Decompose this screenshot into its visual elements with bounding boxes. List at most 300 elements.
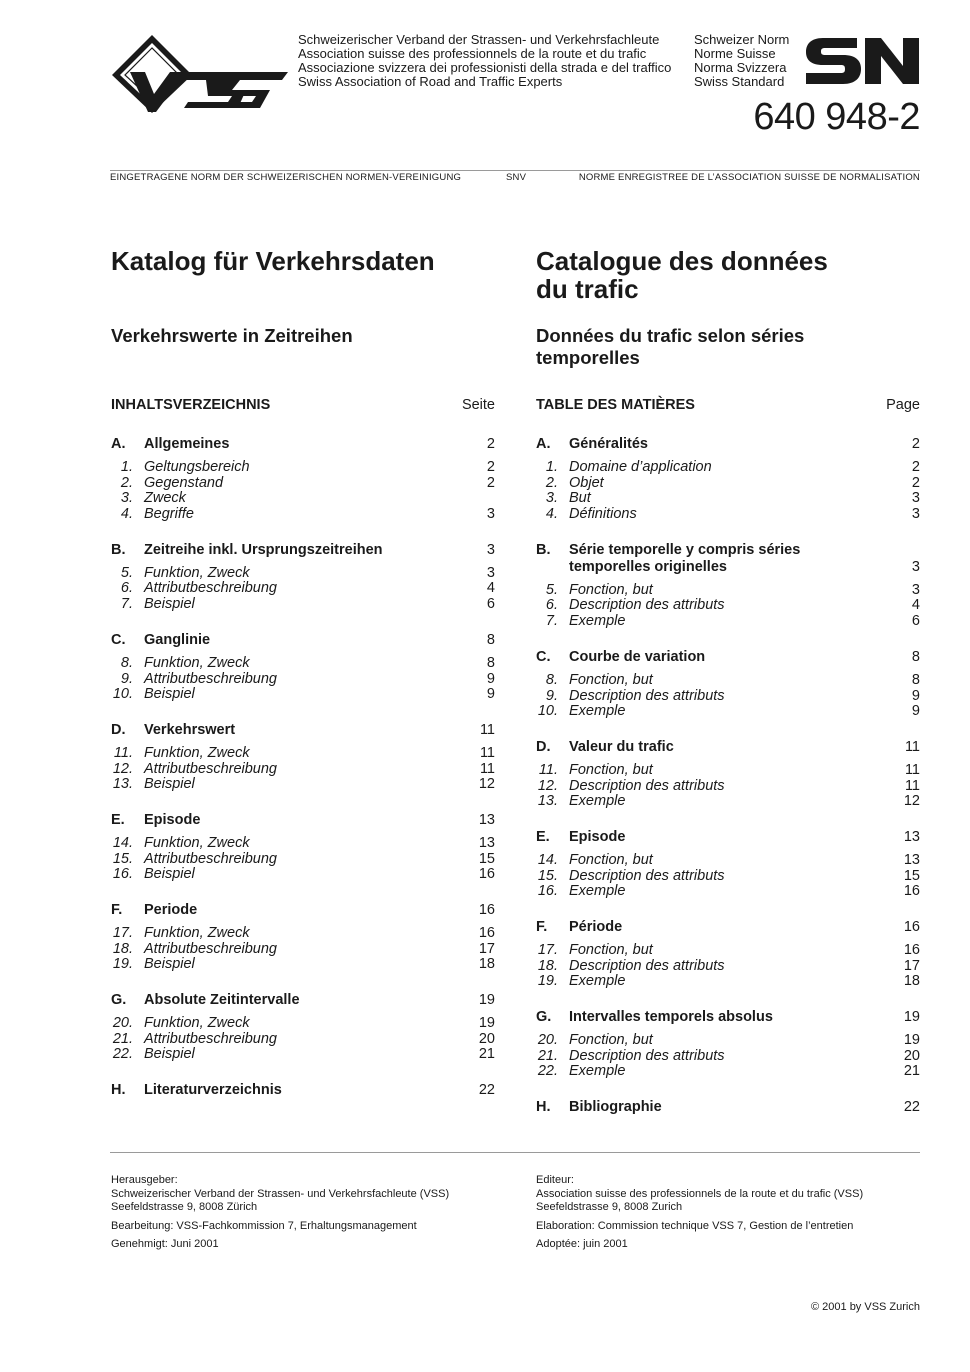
toc-item-page: 4 bbox=[486, 580, 495, 597]
footer-de bbox=[111, 1174, 501, 1252]
toc-item-page: 6 bbox=[486, 596, 495, 613]
toc-item-label: Description des attributs bbox=[569, 957, 725, 974]
toc-item-page: 2 bbox=[486, 474, 495, 491]
toc-item-page: 9 bbox=[911, 703, 920, 720]
toc-section-heading bbox=[111, 812, 495, 829]
toc-section-title: Periode bbox=[144, 902, 198, 918]
toc-item-page: 15 bbox=[478, 850, 495, 867]
toc-item bbox=[536, 779, 920, 795]
toc-item bbox=[111, 656, 495, 672]
toc-heading-label: TABLE DES MATIÈRES bbox=[536, 397, 695, 413]
toc-item-label: Exemple bbox=[569, 793, 626, 810]
toc-item-label: Exemple bbox=[569, 1063, 626, 1080]
toc-item-number: 10. bbox=[537, 703, 558, 720]
toc-heading-label: INHALTSVERZEICHNIS bbox=[111, 397, 271, 413]
toc-section-title: Courbe de variation bbox=[569, 648, 706, 665]
toc-item bbox=[536, 1064, 920, 1080]
toc-section-page: 2 bbox=[911, 436, 920, 452]
toc-item bbox=[536, 491, 920, 507]
toc-item-label: Fonction, but bbox=[569, 942, 653, 958]
toc-item bbox=[111, 1016, 495, 1032]
toc-section-heading bbox=[536, 919, 920, 936]
toc-item bbox=[111, 957, 495, 973]
toc-item-number: 22. bbox=[537, 1063, 558, 1080]
toc-item-number: 11. bbox=[538, 761, 558, 778]
toc-section-page: 16 bbox=[903, 919, 920, 935]
toc-item bbox=[536, 794, 920, 810]
toc-section-letter: C. bbox=[111, 631, 126, 648]
toc-item-number: 16. bbox=[112, 866, 133, 883]
toc-item-number: 4. bbox=[545, 506, 558, 523]
norm-line-fr: Norme Suisse bbox=[694, 46, 776, 61]
toc-sections-fr bbox=[536, 436, 920, 1116]
header-divider bbox=[110, 170, 920, 171]
toc-section-letter: H. bbox=[536, 1099, 551, 1116]
toc-item bbox=[111, 476, 495, 492]
toc-item-number: 15. bbox=[537, 867, 558, 884]
toc-item-label: Description des attributs bbox=[569, 687, 725, 704]
toc-section-heading bbox=[111, 632, 495, 649]
toc-item bbox=[111, 777, 495, 793]
toc-item bbox=[111, 566, 495, 582]
title-fr bbox=[536, 247, 916, 303]
association-line-de: Schweizerischer Verband der Strassen- und Verkehrsfachleute bbox=[298, 32, 660, 47]
toc-page-label: Page bbox=[886, 397, 920, 413]
toc-item-number: 14. bbox=[537, 851, 558, 868]
toc-item-number: 17. bbox=[112, 925, 133, 941]
toc-item-number: 8. bbox=[545, 671, 558, 688]
toc-item-label: Funktion, Zweck bbox=[144, 564, 250, 581]
toc-item-number: 18. bbox=[537, 957, 558, 974]
toc-item bbox=[536, 704, 920, 720]
vss-logo bbox=[110, 32, 290, 119]
toc-item-label: Exemple bbox=[569, 613, 626, 630]
toc-item-page: 19 bbox=[903, 1032, 920, 1049]
toc-section-page: 3 bbox=[486, 541, 495, 558]
toc-section-letter: A. bbox=[536, 436, 551, 452]
toc-section bbox=[111, 1082, 495, 1099]
toc-item-page: 12 bbox=[903, 793, 920, 810]
toc-item-number: 13. bbox=[112, 776, 133, 793]
toc-item bbox=[536, 869, 920, 885]
toc-item-number: 7. bbox=[120, 596, 133, 613]
toc-item-number: 22. bbox=[112, 1046, 133, 1063]
toc-item-page: 16 bbox=[903, 942, 920, 958]
toc-item-label: Fonction, but bbox=[569, 851, 653, 868]
toc-item bbox=[111, 1032, 495, 1048]
toc-item-label: Beispiel bbox=[144, 596, 195, 613]
toc-item bbox=[111, 581, 495, 597]
toc-item-number: 11. bbox=[113, 744, 133, 761]
toc-item-number: 6. bbox=[120, 580, 133, 597]
toc-fr bbox=[536, 397, 920, 1116]
toc-section-letter: A. bbox=[111, 436, 126, 452]
toc-section-letter: C. bbox=[536, 648, 551, 665]
toc-section bbox=[536, 739, 920, 810]
toc-item-label: Beispiel bbox=[144, 1046, 195, 1063]
toc-item bbox=[536, 583, 920, 599]
toc-section-page: 22 bbox=[903, 1099, 920, 1116]
toc-item-number: 9. bbox=[545, 687, 558, 704]
toc-item-number: 15. bbox=[112, 850, 133, 867]
toc-item-number: 21. bbox=[537, 1047, 558, 1064]
publisher-name: Association suisse des professionnels de la route et du trafic (VSS) bbox=[536, 1187, 864, 1200]
toc-item-page: 15 bbox=[903, 867, 920, 884]
toc-item bbox=[111, 597, 495, 613]
norm-designation bbox=[694, 33, 789, 89]
toc-item-page: 11 bbox=[479, 760, 495, 777]
toc-item bbox=[536, 507, 920, 523]
toc-item-number: 16. bbox=[537, 883, 558, 900]
toc-item-page: 12 bbox=[478, 776, 495, 793]
toc-item bbox=[536, 460, 920, 476]
toc-item-label: Définitions bbox=[569, 506, 637, 523]
toc-item-page: 3 bbox=[486, 506, 495, 523]
toc-section-page: 13 bbox=[903, 828, 920, 845]
toc-section-letter: D. bbox=[111, 721, 126, 738]
toc-item bbox=[111, 507, 495, 523]
toc-heading-fr bbox=[536, 397, 920, 417]
norm-line-en: Swiss Standard bbox=[694, 74, 785, 89]
toc-section-page: 16 bbox=[478, 902, 495, 918]
toc-item-page: 21 bbox=[903, 1063, 920, 1080]
editing-note: Elaboration: Commission technique VSS 7, Gestion de l’entretien bbox=[536, 1219, 854, 1232]
toc-section-page: 2 bbox=[486, 436, 495, 452]
registration-snv: SNV bbox=[506, 172, 527, 183]
toc-item bbox=[536, 598, 920, 614]
toc-item-label: Exemple bbox=[569, 703, 626, 720]
toc-item-page: 4 bbox=[911, 597, 920, 614]
toc-item-number: 4. bbox=[120, 506, 133, 523]
copyright: © 2001 by VSS Zurich bbox=[811, 1301, 920, 1313]
toc-item-label: Description des attributs bbox=[569, 867, 725, 884]
toc-section-title: Absolute Zeitintervalle bbox=[144, 992, 300, 1009]
toc-item-number: 21. bbox=[112, 1030, 133, 1047]
toc-item-number: 8. bbox=[120, 654, 133, 671]
toc-section-title: Série temporelle y compris séries temporelles originelles bbox=[569, 541, 801, 575]
toc-section bbox=[111, 902, 495, 973]
toc-item-label: Gegenstand bbox=[144, 474, 224, 491]
association-line-en: Swiss Association of Road and Traffic Experts bbox=[298, 74, 563, 89]
toc-item-page: 2 bbox=[911, 474, 920, 491]
toc-section-heading bbox=[536, 739, 920, 756]
registration-de: EINGETRAGENE NORM DER SCHWEIZERISCHEN NORMEN-VEREINIGUNG bbox=[110, 172, 462, 183]
toc-section bbox=[536, 649, 920, 720]
toc-item bbox=[111, 491, 495, 507]
toc-item-number: 2. bbox=[120, 474, 133, 491]
toc-item-label: Attributbeschreibung bbox=[144, 1030, 277, 1047]
toc-section bbox=[536, 919, 920, 990]
association-names bbox=[298, 33, 671, 89]
toc-section-title: Généralités bbox=[569, 436, 648, 452]
toc-item-label: Description des attributs bbox=[569, 777, 725, 794]
toc-section bbox=[536, 829, 920, 900]
toc-section bbox=[111, 812, 495, 883]
toc-item bbox=[111, 762, 495, 778]
toc-item bbox=[536, 943, 920, 959]
subtitle-fr-line2: temporelles bbox=[536, 347, 640, 368]
norm-line-it: Norma Svizzera bbox=[694, 60, 787, 75]
toc-item-number: 17. bbox=[537, 942, 558, 958]
toc-item bbox=[536, 1033, 920, 1049]
toc-heading-de bbox=[111, 397, 495, 417]
toc-item-label: Funktion, Zweck bbox=[144, 744, 250, 761]
toc-section-heading bbox=[111, 902, 495, 919]
toc-item bbox=[111, 1047, 495, 1063]
toc-item-page: 16 bbox=[478, 866, 495, 883]
toc-item bbox=[536, 689, 920, 705]
toc-item-label: Fonction, but bbox=[569, 761, 653, 778]
toc-item-page: 13 bbox=[478, 834, 495, 851]
toc-item-page: 3 bbox=[911, 581, 920, 598]
toc-section-title: Valeur du trafic bbox=[569, 738, 674, 755]
toc-section-letter: B. bbox=[536, 541, 551, 558]
toc-section-title: Allgemeines bbox=[144, 436, 230, 452]
toc-item-page: 16 bbox=[903, 883, 920, 900]
toc-item-page: 2 bbox=[911, 459, 920, 475]
toc-section-page: 19 bbox=[903, 1009, 920, 1026]
toc-section-page: 3 bbox=[911, 558, 920, 575]
toc-section-title: Bibliographie bbox=[569, 1099, 662, 1116]
toc-section-letter: H. bbox=[111, 1082, 126, 1099]
toc-item-label: Beispiel bbox=[144, 956, 195, 973]
toc-item-label: Funktion, Zweck bbox=[144, 925, 250, 941]
registration-fr: NORME ENREGISTREE DE L’ASSOCIATION SUISSE DE NORMALISATION bbox=[578, 172, 920, 183]
toc-item bbox=[536, 476, 920, 492]
toc-item-number: 19. bbox=[112, 956, 133, 973]
toc-item-page: 18 bbox=[478, 956, 495, 973]
toc-item-number: 18. bbox=[112, 940, 133, 957]
toc-item-label: Beispiel bbox=[144, 776, 195, 793]
toc-item-label: Beispiel bbox=[144, 686, 195, 703]
title-de: Katalog für Verkehrsdaten bbox=[111, 246, 435, 276]
toc-item-label: Funktion, Zweck bbox=[144, 1015, 250, 1032]
toc-section-letter: G. bbox=[536, 1009, 552, 1026]
toc-item-number: 20. bbox=[112, 1015, 133, 1032]
toc-item-label: Attributbeschreibung bbox=[144, 850, 277, 867]
editing-note: Bearbeitung: VSS-Fachkommission 7, Erhaltungsmanagement bbox=[111, 1219, 417, 1232]
toc-item-page: 2 bbox=[486, 459, 495, 475]
toc-item bbox=[111, 926, 495, 942]
toc-section-page: 8 bbox=[911, 648, 920, 665]
publisher-label: Editeur: bbox=[536, 1174, 574, 1186]
toc-item bbox=[536, 974, 920, 990]
toc-item-page: 17 bbox=[478, 940, 495, 957]
toc-item-number: 5. bbox=[120, 564, 133, 581]
publisher-label: Herausgeber: bbox=[111, 1174, 178, 1186]
toc-section-title: Verkehrswert bbox=[144, 721, 236, 738]
toc-section-letter: D. bbox=[536, 738, 551, 755]
toc-item-page: 9 bbox=[486, 670, 495, 687]
toc-section-title: Zeitreihe inkl. Ursprungszeitreihen bbox=[144, 541, 383, 558]
footer-divider bbox=[110, 1152, 920, 1153]
toc-item-label: Description des attributs bbox=[569, 1047, 725, 1064]
toc-item-page: 18 bbox=[903, 973, 920, 990]
title-fr-line1: Catalogue des données bbox=[536, 246, 828, 276]
toc-item-label: Exemple bbox=[569, 883, 626, 900]
toc-item-page: 3 bbox=[911, 506, 920, 523]
toc-section bbox=[536, 1009, 920, 1080]
toc-item-label: Description des attributs bbox=[569, 597, 725, 614]
toc-section bbox=[536, 542, 920, 630]
toc-item-number: 9. bbox=[120, 670, 133, 687]
toc-section-letter: B. bbox=[111, 541, 126, 558]
toc-item-label: Funktion, Zweck bbox=[144, 834, 250, 851]
footer-fr bbox=[536, 1174, 926, 1252]
toc-item-number: 3. bbox=[120, 490, 133, 507]
toc-de bbox=[111, 397, 495, 1099]
toc-page-label: Seite bbox=[461, 397, 495, 413]
toc-item-label: Attributbeschreibung bbox=[144, 940, 277, 957]
toc-item-page: 9 bbox=[486, 686, 495, 703]
toc-item-label: Fonction, but bbox=[569, 1032, 653, 1049]
toc-section-title: Période bbox=[569, 919, 623, 935]
toc-item-label: Zweck bbox=[144, 490, 186, 507]
toc-item-page: 20 bbox=[903, 1047, 920, 1064]
toc-item-page: 21 bbox=[478, 1046, 495, 1063]
toc-item bbox=[536, 884, 920, 900]
toc-section bbox=[111, 722, 495, 793]
norm-line-de: Schweizer Norm bbox=[694, 32, 790, 47]
toc-item-page: 9 bbox=[911, 687, 920, 704]
toc-item-number: 7. bbox=[545, 613, 558, 630]
toc-section-title: Episode bbox=[569, 828, 626, 845]
toc-sections-de bbox=[111, 436, 495, 1099]
toc-item-page: 11 bbox=[904, 761, 920, 778]
toc-item bbox=[111, 687, 495, 703]
toc-item-number: 19. bbox=[537, 973, 558, 990]
toc-section-heading bbox=[111, 722, 495, 739]
toc-item bbox=[536, 763, 920, 779]
toc-item bbox=[536, 959, 920, 975]
toc-section-page: 8 bbox=[486, 631, 495, 648]
toc-section bbox=[111, 436, 495, 523]
toc-item-label: But bbox=[569, 490, 591, 507]
norm-number: 640 948-2 bbox=[753, 96, 920, 138]
toc-section-letter: E. bbox=[536, 828, 550, 845]
sn-logo bbox=[805, 36, 920, 91]
toc-item bbox=[111, 746, 495, 762]
toc-item-label: Fonction, but bbox=[569, 581, 653, 598]
toc-item-number: 20. bbox=[537, 1032, 558, 1049]
toc-item bbox=[111, 836, 495, 852]
toc-section-heading bbox=[536, 1099, 920, 1116]
toc-section-letter: E. bbox=[111, 811, 125, 828]
toc-section bbox=[536, 1099, 920, 1116]
toc-item-number: 5. bbox=[545, 581, 558, 598]
toc-item-label: Begriffe bbox=[144, 506, 194, 523]
toc-item-label: Attributbeschreibung bbox=[144, 670, 277, 687]
toc-item bbox=[536, 614, 920, 630]
toc-item-label: Attributbeschreibung bbox=[144, 580, 277, 597]
association-line-fr: Association suisse des professionnels de la route et du trafic bbox=[298, 46, 647, 61]
toc-item-page: 11 bbox=[904, 777, 920, 794]
toc-section bbox=[111, 542, 495, 613]
toc-item-number: 13. bbox=[537, 793, 558, 810]
publisher-address: Seefeldstrasse 9, 8008 Zürich bbox=[111, 1201, 258, 1213]
toc-section-title: Literaturverzeichnis bbox=[144, 1082, 282, 1099]
toc-item-number: 2. bbox=[545, 474, 558, 491]
toc-section-letter: F. bbox=[536, 919, 548, 935]
toc-section-page: 13 bbox=[478, 811, 495, 828]
toc-item-label: Beispiel bbox=[144, 866, 195, 883]
toc-item-number: 12. bbox=[537, 777, 558, 794]
toc-section-page: 11 bbox=[479, 721, 495, 738]
toc-section-heading bbox=[111, 1082, 495, 1099]
toc-section bbox=[111, 992, 495, 1063]
toc-item bbox=[111, 852, 495, 868]
toc-item-page: 17 bbox=[903, 957, 920, 974]
toc-item-page: 8 bbox=[911, 671, 920, 688]
toc-item-label: Attributbeschreibung bbox=[144, 760, 277, 777]
toc-section-heading bbox=[536, 436, 920, 453]
toc-item-page: 8 bbox=[486, 654, 495, 671]
toc-item-number: 10. bbox=[112, 686, 133, 703]
toc-section-page: 22 bbox=[478, 1082, 495, 1099]
subtitle-de: Verkehrswerte in Zeitreihen bbox=[111, 325, 353, 346]
toc-section-heading bbox=[536, 542, 920, 576]
toc-item-label: Fonction, but bbox=[569, 671, 653, 688]
toc-section-heading bbox=[536, 1009, 920, 1026]
toc-item-page: 13 bbox=[903, 851, 920, 868]
toc-section-letter: G. bbox=[111, 992, 127, 1009]
approval-date: Adoptée: juin 2001 bbox=[536, 1238, 628, 1250]
toc-section-heading bbox=[111, 992, 495, 1009]
toc-item bbox=[536, 673, 920, 689]
toc-item-number: 1. bbox=[120, 459, 133, 475]
toc-section-page: 19 bbox=[478, 992, 495, 1009]
subtitle-fr bbox=[536, 325, 916, 369]
toc-item-number: 12. bbox=[112, 760, 133, 777]
toc-item-page: 3 bbox=[486, 564, 495, 581]
toc-item bbox=[536, 853, 920, 869]
toc-section-title: Intervalles temporels absolus bbox=[569, 1009, 773, 1026]
toc-item bbox=[111, 672, 495, 688]
publisher-name: Schweizerischer Verband der Strassen- und Verkehrsfachleute (VSS) bbox=[111, 1187, 450, 1200]
toc-item bbox=[111, 460, 495, 476]
toc-section-letter: F. bbox=[111, 902, 123, 918]
toc-section-title: Episode bbox=[144, 811, 201, 828]
toc-item bbox=[536, 1049, 920, 1065]
toc-item bbox=[111, 867, 495, 883]
toc-item-number: 3. bbox=[545, 490, 558, 507]
toc-section-page: 11 bbox=[904, 738, 920, 755]
toc-item-label: Funktion, Zweck bbox=[144, 654, 250, 671]
toc-item-number: 1. bbox=[545, 459, 558, 475]
toc-section-heading bbox=[111, 436, 495, 453]
toc-item-page: 20 bbox=[478, 1030, 495, 1047]
toc-section-heading bbox=[536, 829, 920, 846]
toc-item-label: Exemple bbox=[569, 973, 626, 990]
toc-section bbox=[536, 436, 920, 523]
toc-section bbox=[111, 632, 495, 703]
subtitle-fr-line1: Données du trafic selon séries bbox=[536, 325, 805, 346]
toc-item-page: 19 bbox=[478, 1015, 495, 1032]
title-fr-line2: du trafic bbox=[536, 274, 639, 304]
toc-item-label: Domaine d’application bbox=[569, 459, 712, 475]
toc-section-heading bbox=[111, 542, 495, 559]
toc-item-page: 3 bbox=[911, 490, 920, 507]
toc-section-title: Ganglinie bbox=[144, 631, 211, 648]
toc-item-page: 16 bbox=[478, 925, 495, 941]
association-line-it: Associazione svizzera dei professionisti della strada e del traffico bbox=[298, 60, 672, 75]
toc-item-page: 11 bbox=[479, 744, 495, 761]
toc-item-page: 6 bbox=[911, 613, 920, 630]
toc-item-number: 6. bbox=[545, 597, 558, 614]
toc-item-number: 14. bbox=[112, 834, 133, 851]
approval-date: Genehmigt: Juni 2001 bbox=[111, 1238, 219, 1250]
toc-item-label: Objet bbox=[569, 474, 604, 491]
